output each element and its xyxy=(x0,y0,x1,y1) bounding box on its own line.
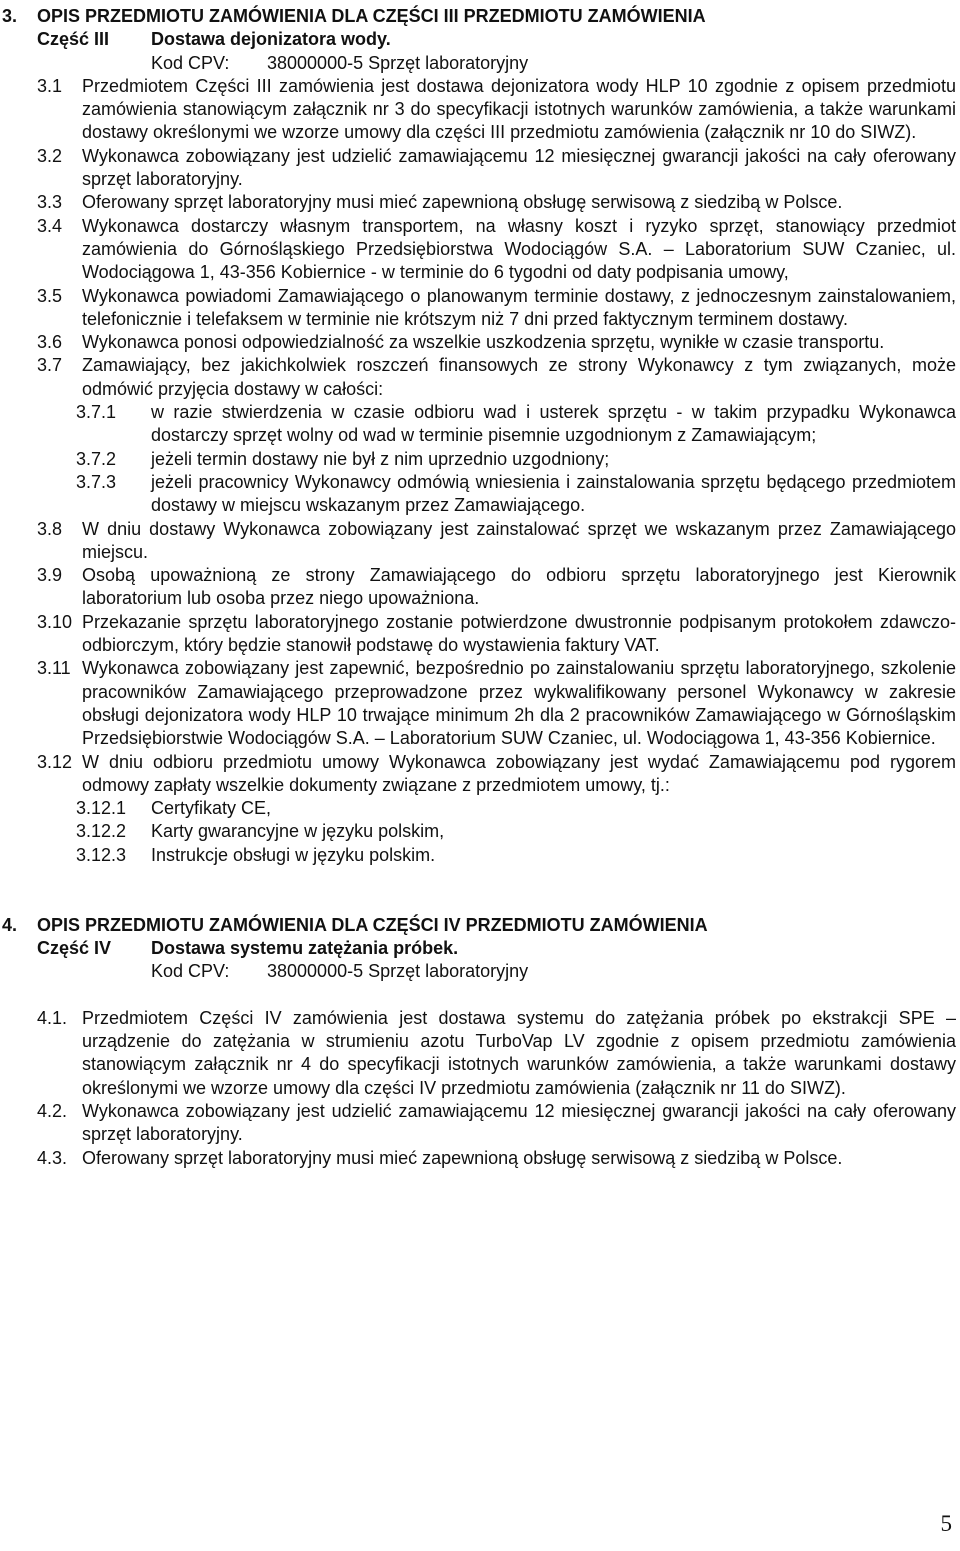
sub-item-text: jeżeli termin dostawy nie był z nim uprzednio uzgodniony; xyxy=(151,448,610,469)
list-item xyxy=(0,751,960,798)
sub-list-item xyxy=(0,401,960,448)
list-item xyxy=(0,657,960,750)
item-text: Przedmiotem Części III zamówienia jest dostawa dejonizatora wody HLP 10 zgodnie z opisem przedmiotu zamówienia stanowiącym załącznik nr 3 do specyfikacji istotnych warunków zamówienia, a także warunkami dostawy określonymi we wzorze umowy dla części III przedmiotu zamówienia (załącznik nr 10 do SIWZ). xyxy=(82,75,956,143)
list-item xyxy=(0,354,960,401)
cpv-label: Kod CPV: xyxy=(151,961,230,982)
part-title: Dostawa systemu zatężania próbek. xyxy=(151,937,459,958)
list-item xyxy=(0,191,960,214)
sub-list-item xyxy=(0,448,960,471)
item-text: Wykonawca zobowiązany jest zapewnić, bezpośrednio po zainstalowaniu sprzętu laboratoryjnego, szkolenie pracowników Zamawiającego przeprowadzone przez wykwalifikowany personel Wykonawcy w zakresie obsługi dejonizatora wody HLP 10 trwające minimum 2h dla 2 pracowników Zamawiającego w Górnośląskim Przedsiębiorstwie Wodociągów S.A. – Laboratorium SUW Czaniec, ul. Wodociągowa 1, 43-356 Kobiernice. xyxy=(82,658,956,749)
item-text: Przekazanie sprzętu laboratoryjnego zostanie potwierdzone dwustronnie podpisanym protokołem zdawczo-odbiorczym, który będzie stanowił podstawę do wystawienia faktury VAT. xyxy=(82,611,956,656)
sub-item-number: 3.7.2 xyxy=(76,448,117,469)
part-label: Część IV xyxy=(37,937,112,958)
cpv-value: 38000000-5 Sprzęt laboratoryjny xyxy=(267,961,529,982)
sub-item-text: w razie stwierdzenia w czasie odbioru wad i usterek sprzętu - w takim przypadku Wykonawca dostarczy sprzęt wolny od wad w terminie pisemnie uzgodnionym z Zamawiającym; xyxy=(151,402,956,446)
sub-list-item xyxy=(0,471,960,518)
item-number: 3.2 xyxy=(37,145,63,166)
item-number: 3.7 xyxy=(37,355,63,376)
item-number: 3.1 xyxy=(37,75,63,96)
section-title: OPIS PRZEDMIOTU ZAMÓWIENIA DLA CZĘŚCI III PRZEDMIOTU ZAMÓWIENIA xyxy=(37,6,706,26)
section-number: 3. xyxy=(2,6,18,26)
item-number: 3.4 xyxy=(37,215,63,236)
item-number: 4.1. xyxy=(37,1007,68,1028)
item-text: W dniu dostawy Wykonawca zobowiązany jest zainstalować sprzęt we wskazanym przez Zamawiającego miejscu. xyxy=(82,518,956,562)
sub-item-number: 3.12.2 xyxy=(76,821,127,842)
item-text: Wykonawca dostarczy własnym transportem, na własny koszt i ryzyko sprzęt, stanowiący przedmiot zamówienia do Górnośląskiego Przedsiębiorstwa Wodociągów S.A. – Laboratorium SUW Czaniec, ul. Wodociągowa 1, 43-356 Kobiernice - w terminie do 6 tygodni od daty podpisania umowy, xyxy=(82,215,956,283)
item-text: Osobą upoważnioną ze strony Zamawiającego do odbioru sprzętu laboratoryjnego jest Kierownik laboratorium lub osoba przez niego upoważniona. xyxy=(82,565,956,609)
item-text: Wykonawca ponosi odpowiedzialność za wszelkie uszkodzenia sprzętu, wynikłe w czasie transportu. xyxy=(82,332,885,353)
sub-item-text: Karty gwarancyjne w języku polskim, xyxy=(151,821,445,842)
list-item xyxy=(0,145,960,192)
item-text: W dniu odbioru przedmiotu umowy Wykonawca zobowiązany jest wydać Zamawiającemu pod rygorem odmowy zapłaty wszelkie dokumenty związane z przedmiotem umowy, tj.: xyxy=(82,751,956,795)
list-item xyxy=(0,611,960,658)
part-line xyxy=(0,28,960,51)
item-number: 4.3. xyxy=(37,1147,68,1168)
item-number: 3.12 xyxy=(37,751,73,772)
sub-item-number: 3.7.1 xyxy=(76,402,117,423)
section-4-heading xyxy=(0,914,960,937)
sub-item-number: 3.12.3 xyxy=(76,844,127,865)
item-number: 3.6 xyxy=(37,332,63,353)
list-item xyxy=(0,518,960,565)
item-text: Wykonawca zobowiązany jest udzielić zamawiającemu 12 miesięcznej gwarancji jakości na cały oferowany sprzęt laboratoryjny. xyxy=(82,1100,956,1145)
part-line xyxy=(0,937,960,960)
section-spacer xyxy=(0,867,960,914)
item-text: Wykonawca powiadomi Zamawiającego o planowanym terminie dostawy, z jednoczesnym zainstalowaniem, telefonicznie i telefaksem w terminie nie krótszym niż 7 dni przed faktycznym terminem dostawy. xyxy=(82,285,956,329)
part-title: Dostawa dejonizatora wody. xyxy=(151,29,391,50)
list-item xyxy=(0,285,960,332)
sub-item-number: 3.12.1 xyxy=(76,798,127,819)
list-item xyxy=(0,1007,960,1100)
sub-list-item xyxy=(0,820,960,843)
sub-item-text: jeżeli pracownicy Wykonawcy odmówią wniesienia i zainstalowania sprzętu będącego przedmiotem dostawy w miejscu wskazanym przez Zamawiającego. xyxy=(151,471,956,516)
item-text: Przedmiotem Części IV zamówienia jest dostawa systemu do zatężania próbek po ekstrakcji SPE – urządzenie do zatężania w strumieniu azotu TurboVap LV zgodnie z opisem przedmiotu zamówienia stanowiącym załącznik nr 4 do specyfikacji istotnych warunków zamówienia, a także warunkami dostawy określonymi we wzorze umowy dla części IV przedmiotu zamówienia (załącznik nr 11 do SIWZ). xyxy=(82,1007,956,1098)
item-text: Wykonawca zobowiązany jest udzielić zamawiającemu 12 miesięcznej gwarancji jakości na cały oferowany sprzęt laboratoryjny. xyxy=(82,145,956,190)
section-number: 4. xyxy=(2,914,18,935)
item-number: 3.5 xyxy=(37,285,63,306)
item-number: 3.10 xyxy=(37,611,73,632)
sub-list-item xyxy=(0,844,960,867)
sub-item-number: 3.7.3 xyxy=(76,471,117,492)
item-number: 3.11 xyxy=(37,658,71,679)
list-item xyxy=(0,75,960,145)
cpv-value: 38000000-5 Sprzęt laboratoryjny xyxy=(267,52,529,73)
item-number: 3.9 xyxy=(37,565,63,586)
list-item xyxy=(0,331,960,354)
item-number: 3.3 xyxy=(37,192,63,213)
list-item xyxy=(0,215,960,285)
sub-item-text: Certyfikaty CE, xyxy=(151,798,272,819)
sub-list-item xyxy=(0,797,960,820)
list-item xyxy=(0,1147,960,1170)
cpv-label: Kod CPV: xyxy=(151,52,230,73)
cpv-line xyxy=(0,52,960,75)
page-number: 5 xyxy=(940,1511,952,1536)
sub-item-text: Instrukcje obsługi w języku polskim. xyxy=(151,844,436,865)
cpv-line xyxy=(0,960,960,983)
list-item xyxy=(0,564,960,611)
section-3-heading xyxy=(0,5,960,28)
part-label: Część III xyxy=(37,29,110,50)
section-spacer xyxy=(0,983,960,1006)
item-text: Zamawiający, bez jakichkolwiek roszczeń finansowych ze strony Wykonawcy z tym związanych, może odmówić przyjęcia dostawy w całości: xyxy=(82,355,956,399)
item-text: Oferowany sprzęt laboratoryjny musi mieć zapewnioną obsługę serwisową z siedzibą w Polsce. xyxy=(82,192,843,213)
section-title: OPIS PRZEDMIOTU ZAMÓWIENIA DLA CZĘŚCI IV PRZEDMIOTU ZAMÓWIENIA xyxy=(37,914,708,935)
item-number: 4.2. xyxy=(37,1100,68,1121)
item-text: Oferowany sprzęt laboratoryjny musi mieć zapewnioną obsługę serwisową z siedzibą w Polsce. xyxy=(82,1147,843,1168)
item-number: 3.8 xyxy=(37,518,63,539)
list-item xyxy=(0,1100,960,1147)
document-page xyxy=(0,5,960,1170)
